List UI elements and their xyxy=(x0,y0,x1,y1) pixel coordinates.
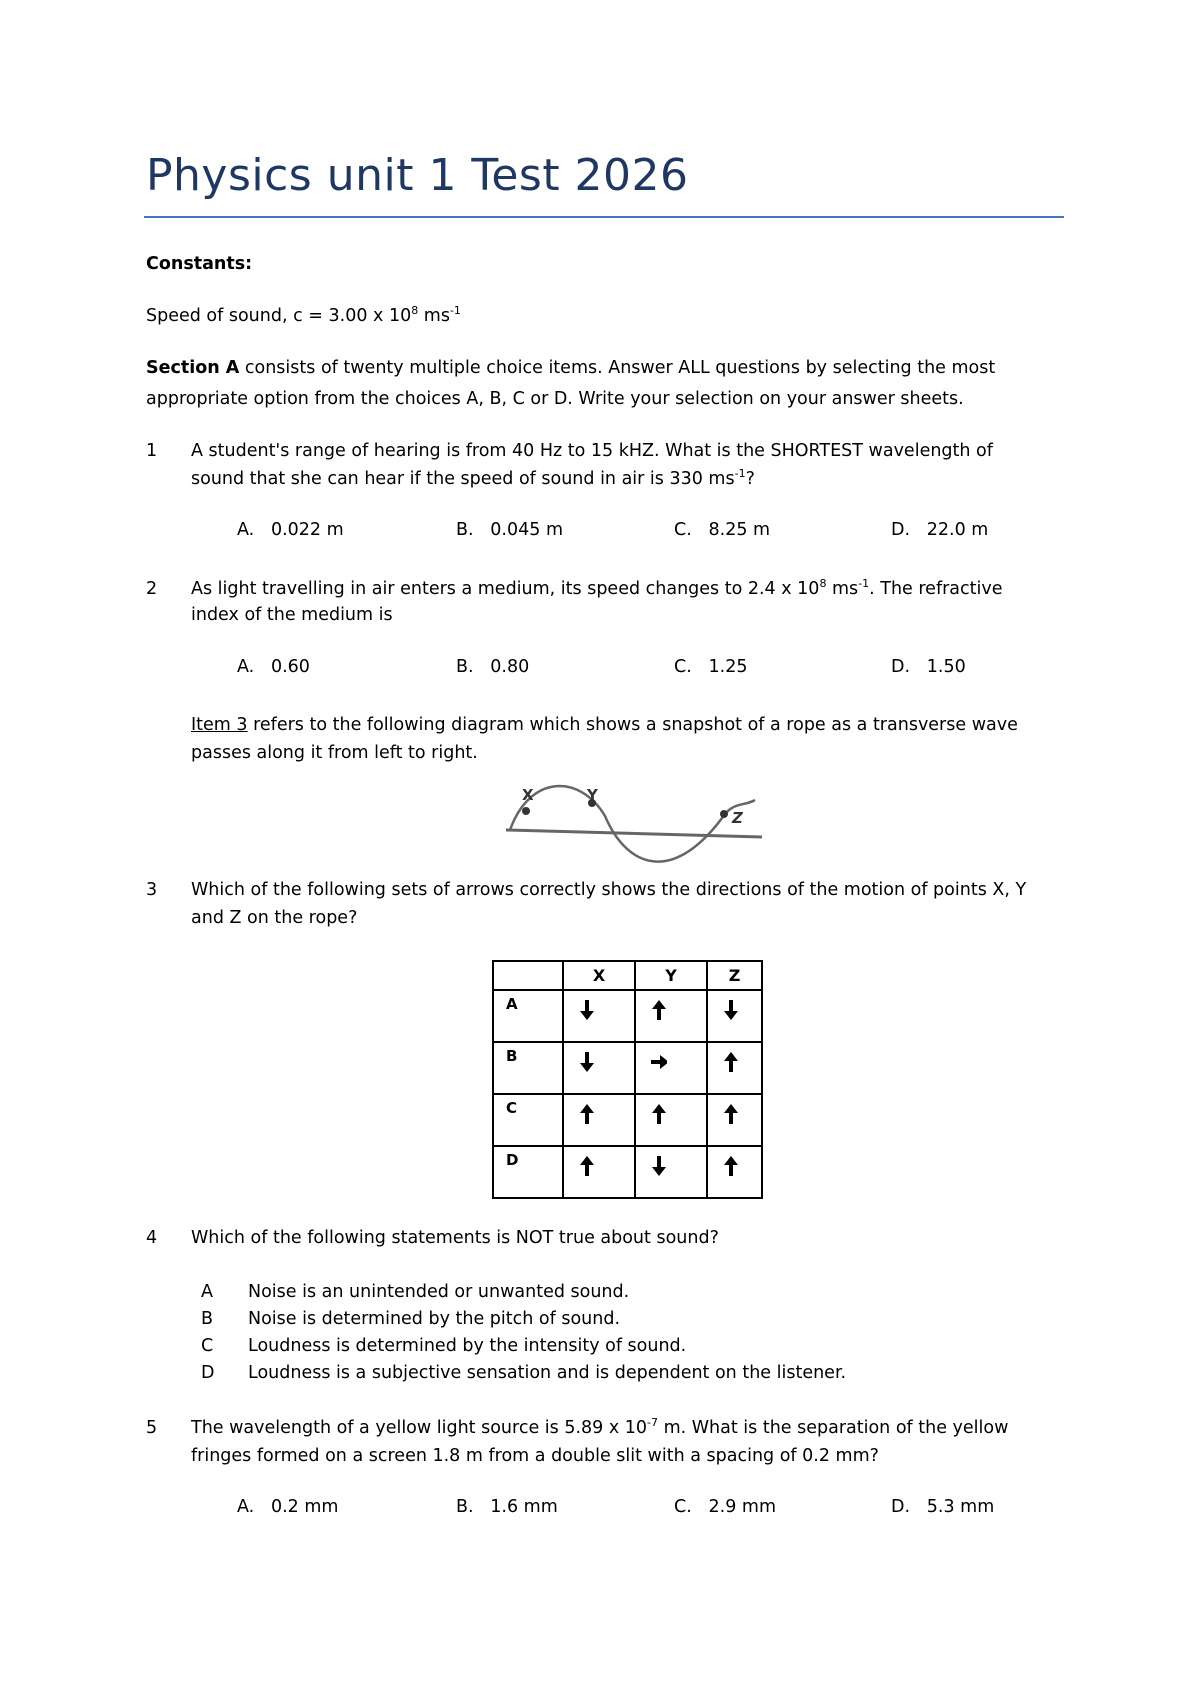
row-label-d: D xyxy=(493,1146,563,1198)
q2-option-c xyxy=(674,657,747,677)
arrow-up-icon xyxy=(723,1103,739,1129)
row-label-a: A xyxy=(493,990,563,1042)
row-label-b: B xyxy=(493,1042,563,1094)
speed-exponent: 8 xyxy=(411,304,419,317)
option-letter: D. xyxy=(891,1497,911,1517)
arrow-cell xyxy=(635,1146,707,1198)
question-5-line2: fringes formed on a screen 1.8 m from a double slit with a spacing of 0.2 mm? xyxy=(191,1446,879,1466)
table-row xyxy=(493,1094,762,1146)
rope-equilibrium-line xyxy=(506,830,762,837)
q2-exponent-1: 8 xyxy=(819,577,827,590)
option-letter: A. xyxy=(237,657,255,677)
header-cell-y: Y xyxy=(635,961,707,990)
q2-text-a: As light travelling in air enters a medium, its speed changes to 2.4 x 10 xyxy=(191,579,820,599)
q4-option-text-b: Noise is determined by the pitch of sound. xyxy=(248,1309,621,1329)
q1-line2-end: ? xyxy=(745,469,755,489)
arrow-up-icon xyxy=(579,1155,595,1181)
q4-option-letter-d: D xyxy=(201,1363,215,1383)
question-number-4: 4 xyxy=(146,1228,158,1248)
q2-option-a xyxy=(237,657,310,677)
arrow-options-table xyxy=(492,960,763,1199)
q1-option-d xyxy=(891,520,988,540)
arrow-right-icon xyxy=(651,1051,667,1077)
option-text: 0.80 xyxy=(490,657,530,677)
arrow-down-icon xyxy=(579,1051,595,1077)
arrow-cell xyxy=(707,1094,762,1146)
q1-line2-text: sound that she can hear if the speed of sound in air is 330 ms xyxy=(191,469,735,489)
table-row xyxy=(493,1042,762,1094)
row-label-c: C xyxy=(493,1094,563,1146)
option-text: 0.60 xyxy=(270,657,310,677)
q2-text-c: . The refractive xyxy=(869,579,1003,599)
header-cell-empty xyxy=(493,961,563,990)
question-2-line2: index of the medium is xyxy=(191,605,393,625)
arrow-up-icon xyxy=(579,1103,595,1129)
item3-intro-text: refers to the following diagram which shows a snapshot of a rope as a transverse wave xyxy=(247,715,1018,735)
q2-exponent-2: -1 xyxy=(858,577,870,590)
q4-option-text-a: Noise is an unintended or unwanted sound. xyxy=(248,1282,630,1302)
option-letter: A. xyxy=(237,520,255,540)
q1-option-a xyxy=(237,520,344,540)
q1-option-b xyxy=(456,520,563,540)
transverse-wave-diagram xyxy=(500,780,770,870)
q5-text-b: m. What is the separation of the yellow xyxy=(658,1418,1009,1438)
table-row xyxy=(493,990,762,1042)
q4-option-letter-c: C xyxy=(201,1336,214,1356)
arrow-cell xyxy=(563,1094,635,1146)
instructions-line2: appropriate option from the choices A, B, C or D. Write your selection on your answer sheets. xyxy=(146,389,964,409)
question-4-text: Which of the following statements is NOT true about sound? xyxy=(191,1228,719,1248)
arrow-cell xyxy=(635,990,707,1042)
question-3-line2: and Z on the rope? xyxy=(191,908,358,928)
option-letter: D. xyxy=(891,657,911,677)
speed-text: Speed of sound, c = 3.00 x 10 xyxy=(146,306,412,326)
arrow-cell xyxy=(707,990,762,1042)
q4-option-letter-b: B xyxy=(201,1309,214,1329)
option-text: 8.25 m xyxy=(708,520,771,540)
page-title: Physics unit 1 Test 2026 xyxy=(146,150,689,201)
option-text: 1.25 xyxy=(708,657,748,677)
instructions-line1 xyxy=(146,354,995,382)
q4-option-text-d: Loudness is a subjective sensation and is dependent on the listener. xyxy=(248,1363,847,1383)
q5-option-b xyxy=(456,1497,558,1517)
arrow-up-icon xyxy=(651,1103,667,1129)
option-text: 0.2 mm xyxy=(270,1497,339,1517)
constants-heading: Constants: xyxy=(146,254,253,274)
q1-line2-exponent: -1 xyxy=(734,467,746,480)
option-text: 2.9 mm xyxy=(708,1497,776,1517)
arrow-cell xyxy=(563,990,635,1042)
speed-unit-exponent: -1 xyxy=(449,304,461,317)
question-1-line2 xyxy=(191,465,755,493)
table-header-row xyxy=(493,961,762,990)
option-letter: B. xyxy=(456,1497,474,1517)
arrow-up-icon xyxy=(723,1051,739,1077)
option-text: 1.50 xyxy=(926,657,966,677)
option-text: 1.6 mm xyxy=(490,1497,558,1517)
q1-option-c xyxy=(674,520,770,540)
table-row xyxy=(493,1146,762,1198)
arrow-up-icon xyxy=(651,999,667,1025)
q5-option-d xyxy=(891,1497,994,1517)
arrow-down-icon xyxy=(579,999,595,1025)
question-1-line1: A student's range of hearing is from 40 Hz to 15 kHZ. What is the SHORTEST wavelength of xyxy=(191,441,993,461)
option-letter: A. xyxy=(237,1497,255,1517)
option-letter: C. xyxy=(674,1497,692,1517)
q2-text-b: ms xyxy=(826,579,859,599)
q2-option-b xyxy=(456,657,529,677)
section-label: Section A xyxy=(146,358,240,378)
option-text: 22.0 m xyxy=(926,520,989,540)
option-letter: B. xyxy=(456,520,474,540)
q5-exponent: -7 xyxy=(647,1416,659,1429)
q2-option-d xyxy=(891,657,966,677)
arrow-down-icon xyxy=(723,999,739,1025)
option-text: 0.045 m xyxy=(490,520,563,540)
header-cell-z: Z xyxy=(707,961,762,990)
arrow-up-icon xyxy=(723,1155,739,1181)
question-number-1: 1 xyxy=(146,441,158,461)
question-number-2: 2 xyxy=(146,579,158,599)
option-text: 5.3 mm xyxy=(926,1497,995,1517)
question-2-line1 xyxy=(191,575,1003,603)
label-z: Z xyxy=(732,809,743,827)
arrow-down-icon xyxy=(651,1155,667,1181)
arrow-cell xyxy=(707,1042,762,1094)
label-y: Y xyxy=(587,786,598,804)
rope-wave xyxy=(510,786,755,862)
option-text: 0.022 m xyxy=(270,520,344,540)
point-z xyxy=(720,810,728,818)
title-underline xyxy=(144,216,1064,218)
q5-text-a: The wavelength of a yellow light source is 5.89 x 10 xyxy=(191,1418,648,1438)
arrow-cell xyxy=(563,1146,635,1198)
arrow-cell xyxy=(635,1042,707,1094)
q5-option-c xyxy=(674,1497,776,1517)
question-number-5: 5 xyxy=(146,1418,158,1438)
label-x: X xyxy=(522,786,534,804)
item3-reference: Item 3 xyxy=(191,715,248,735)
question-number-3: 3 xyxy=(146,880,158,900)
q5-option-a xyxy=(237,1497,338,1517)
arrow-cell xyxy=(707,1146,762,1198)
option-letter: C. xyxy=(674,657,692,677)
point-x xyxy=(522,807,530,815)
question-5-line1 xyxy=(191,1414,1008,1442)
instructions-text1: consists of twenty multiple choice items. Answer ALL questions by selecting the most xyxy=(239,358,996,378)
option-letter: B. xyxy=(456,657,474,677)
header-cell-x: X xyxy=(563,961,635,990)
q4-option-letter-a: A xyxy=(201,1282,213,1302)
option-letter: D. xyxy=(891,520,911,540)
option-letter: C. xyxy=(674,520,692,540)
speed-unit: ms xyxy=(418,306,450,326)
item3-intro-line2: passes along it from left to right. xyxy=(191,743,478,763)
question-3-line1: Which of the following sets of arrows correctly shows the directions of the motion of points X, Y xyxy=(191,880,1027,900)
arrow-cell xyxy=(635,1094,707,1146)
item3-intro-line1 xyxy=(191,711,1018,739)
arrow-cell xyxy=(563,1042,635,1094)
speed-of-sound-constant xyxy=(146,302,461,330)
q4-option-text-c: Loudness is determined by the intensity of sound. xyxy=(248,1336,687,1356)
